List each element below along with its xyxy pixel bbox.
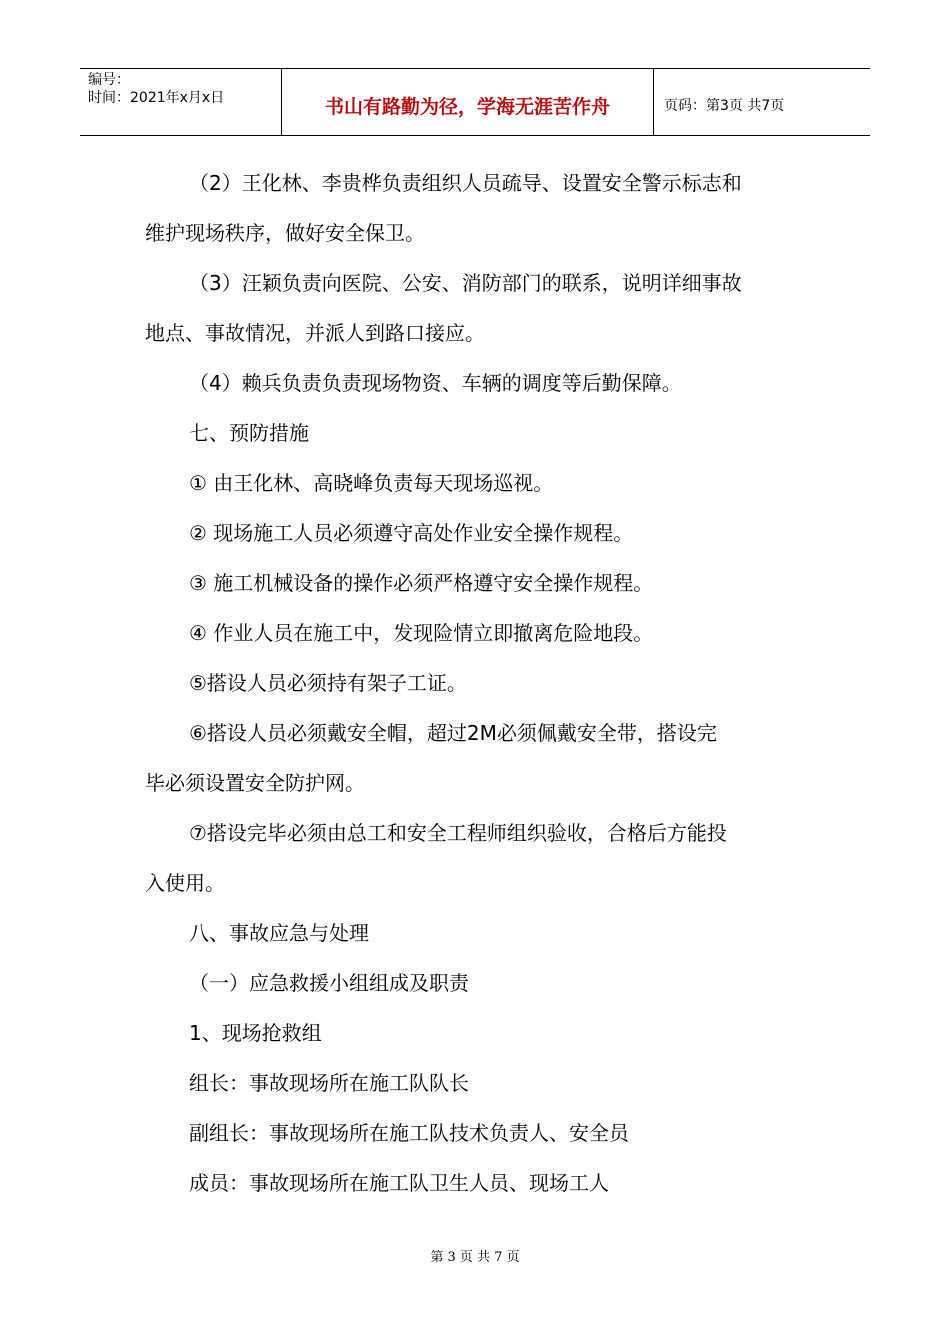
document-date: 时间：2021年x月x日 bbox=[88, 90, 225, 106]
page-header bbox=[80, 68, 870, 136]
text-line: ⑥搭设人员必须戴安全帽，超过2M必须佩戴安全带，搭设完 bbox=[189, 721, 717, 745]
text-line: ⑤搭设人员必须持有架子工证。 bbox=[189, 671, 467, 695]
text-line: 成员：事故现场所在施工队卫生人员、现场工人 bbox=[189, 1171, 609, 1195]
text-line: ③ 施工机械设备的操作必须严格遵守安全操作规程。 bbox=[189, 571, 654, 595]
page-footer: 第 3 页 共 7 页 bbox=[430, 1250, 520, 1265]
text-line: 入使用。 bbox=[145, 871, 225, 895]
document-number: 编号： bbox=[88, 72, 130, 88]
header-page-number: 页码：第3页 共7页 bbox=[664, 98, 785, 114]
text-line: （3）汪颖负责向医院、公安、消防部门的联系，说明详细事故 bbox=[189, 271, 742, 295]
text-line: （一）应急救援小组组成及职责 bbox=[189, 971, 469, 995]
text-line: （2）王化林、李贵桦负责组织人员疏导、设置安全警示标志和 bbox=[189, 171, 742, 195]
text-line: 八、事故应急与处理 bbox=[189, 921, 369, 945]
text-line: 七、预防措施 bbox=[189, 421, 309, 445]
text-line: ② 现场施工人员必须遵守高处作业安全操作规程。 bbox=[189, 521, 634, 545]
header-meta bbox=[80, 69, 282, 135]
text-line: （4）赖兵负责负责现场物资、车辆的调度等后勤保障。 bbox=[189, 371, 682, 395]
text-line: 毕必须设置安全防护网。 bbox=[145, 771, 365, 795]
text-line: ⑦搭设完毕必须由总工和安全工程师组织验收，合格后方能投 bbox=[189, 821, 727, 845]
text-line: 副组长：事故现场所在施工队技术负责人、安全员 bbox=[189, 1121, 629, 1145]
text-line: 维护现场秩序，做好安全保卫。 bbox=[145, 221, 425, 245]
text-line: ④ 作业人员在施工中，发现险情立即撤离危险地段。 bbox=[189, 621, 654, 645]
text-line: 组长：事故现场所在施工队队长 bbox=[189, 1071, 469, 1095]
header-motto: 书山有路勤为径，学海无涯苦作舟 bbox=[282, 69, 654, 135]
text-line: 1、现场抢救组 bbox=[189, 1021, 322, 1045]
document-body bbox=[145, 158, 815, 1208]
text-line: 地点、事故情况，并派人到路口接应。 bbox=[145, 321, 485, 345]
text-line: ① 由王化林、高晓峰负责每天现场巡视。 bbox=[189, 471, 554, 495]
